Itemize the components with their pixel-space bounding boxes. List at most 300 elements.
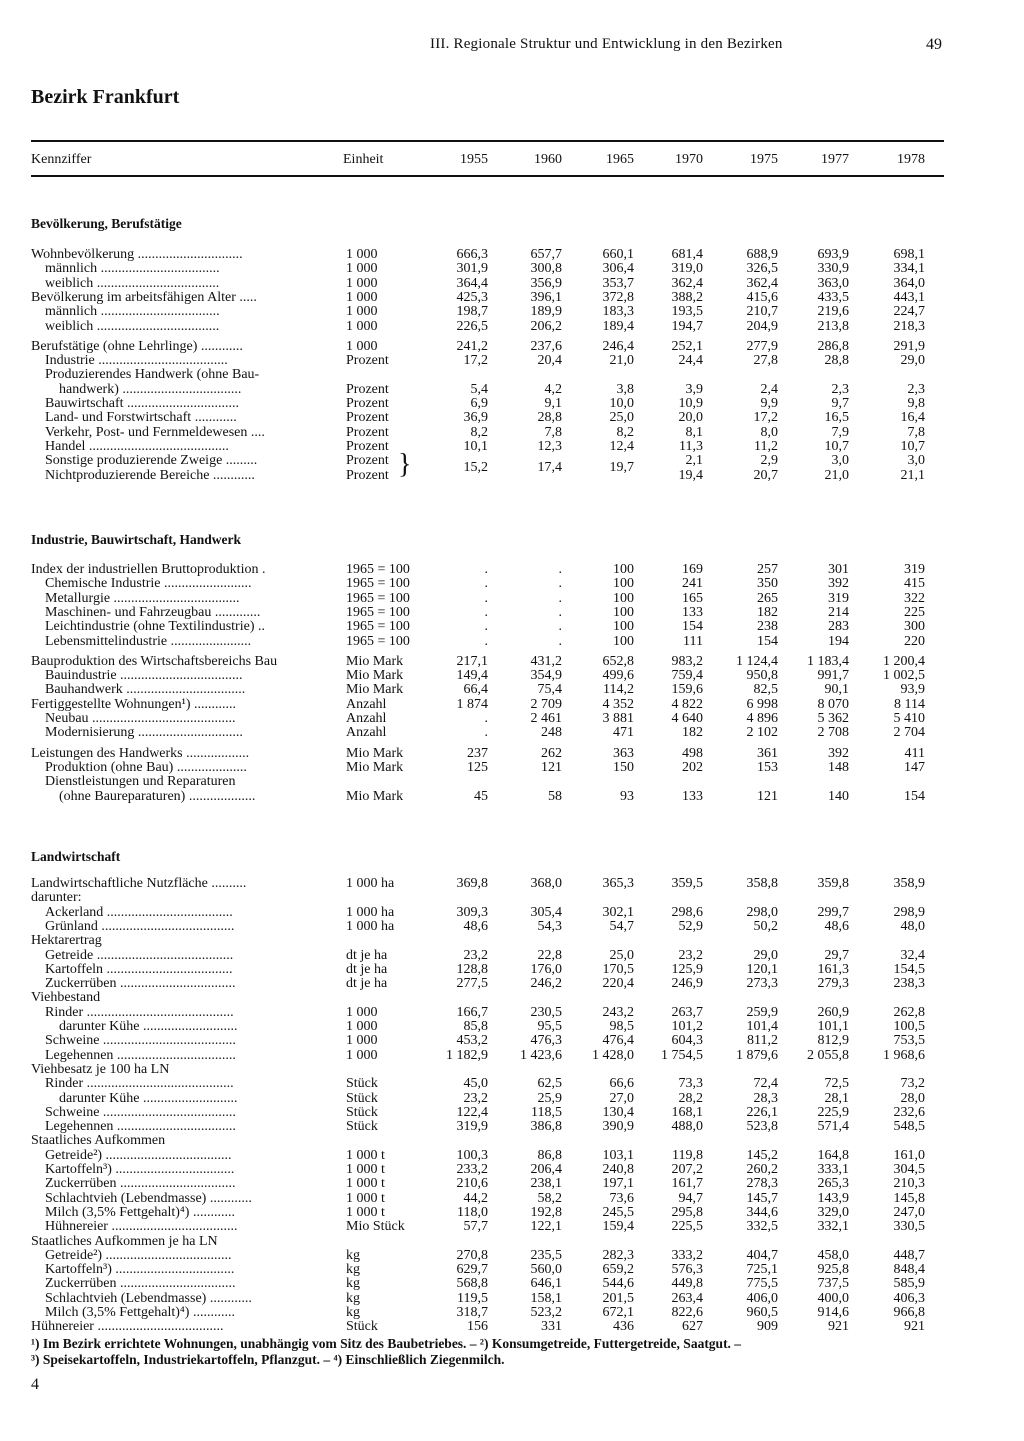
row-value: 301	[828, 562, 849, 577]
row-value: 154	[904, 788, 925, 804]
table-row	[0, 1049, 1024, 1063]
row-value: 119,8	[672, 1147, 703, 1163]
row-value: 725,1	[746, 1262, 778, 1278]
row-unit: 1 000 ha	[346, 918, 395, 934]
row-value: .	[558, 590, 562, 606]
row-unit: 1 000	[346, 318, 378, 334]
row-value: 57,7	[463, 1219, 488, 1235]
row-value: 98,5	[609, 1019, 634, 1034]
row-value: 198,7	[456, 304, 488, 320]
row-unit: 1 000 ha	[346, 904, 395, 920]
row-label: Neubau .........................................	[45, 712, 236, 726]
row-label: Ackerland ....................................	[45, 905, 233, 920]
row-value: 75,4	[537, 682, 562, 698]
row-unit: kg	[346, 1276, 360, 1292]
row-unit: 1965 = 100	[346, 576, 410, 592]
table-row	[0, 277, 1024, 291]
row-value: 523,8	[746, 1119, 778, 1135]
row-value: 278,3	[746, 1176, 778, 1192]
row-value: 2,3	[831, 381, 849, 397]
row-value: 121	[541, 759, 562, 775]
row-value: 170,5	[602, 961, 634, 977]
row-value: 298,9	[893, 904, 925, 920]
row-value: 73,2	[900, 1076, 925, 1092]
row-value: 210,3	[893, 1176, 925, 1192]
row-value: 759,4	[671, 668, 703, 684]
row-value: 3,8	[616, 381, 634, 397]
row-value: 237,6	[530, 338, 562, 354]
row-label: Zuckerrüben .................................	[45, 1177, 236, 1192]
row-value: 156	[467, 1319, 488, 1335]
row-unit: 1 000 t	[346, 1162, 385, 1177]
row-label: Kartoffeln³) ..................................	[45, 1263, 235, 1278]
row-value: 568,8	[456, 1276, 488, 1292]
row-value: 20,7	[753, 467, 778, 483]
row-unit: Stück	[346, 1076, 378, 1092]
row-unit: 1 000	[346, 338, 378, 354]
row-label: Bauindustrie ...................................	[45, 669, 243, 684]
row-label: Land- und Forstwirtschaft ............	[45, 411, 237, 426]
row-label: Staatliches Aufkommen je ha LN	[31, 1234, 218, 1249]
row-label: Getreide²) ....................................	[45, 1148, 232, 1163]
row-value: 154	[682, 619, 703, 635]
row-value: .	[558, 562, 562, 577]
table-row	[0, 1034, 1024, 1048]
row-value: 9,7	[831, 396, 849, 411]
row-value: 333,2	[671, 1247, 703, 1263]
row-value: 86,8	[537, 1147, 562, 1163]
row-value: 28,2	[678, 1090, 703, 1106]
table-row	[0, 963, 1024, 977]
row-value: 262,8	[893, 1004, 925, 1020]
row-value: 914,6	[817, 1305, 849, 1320]
row-value: 233,2	[456, 1162, 488, 1177]
row-unit: 1 000	[346, 247, 378, 262]
row-value: 230,5	[530, 1004, 562, 1020]
row-value: 627	[682, 1319, 703, 1335]
row-value: 698,1	[893, 247, 925, 262]
row-value: 183,3	[602, 304, 634, 320]
row-value: 585,9	[893, 1276, 925, 1292]
row-value: 2 055,8	[807, 1047, 849, 1063]
row-value: 560,0	[530, 1262, 562, 1278]
row-value: 966,8	[893, 1305, 925, 1320]
row-value: 354,9	[530, 668, 562, 684]
row-value: 23,2	[678, 947, 703, 963]
row-value: 82,5	[753, 682, 778, 698]
row-unit: Stück	[346, 1319, 378, 1335]
row-unit: dt je ha	[346, 947, 388, 963]
row-label: Rinder ..........................................	[45, 1005, 234, 1020]
table-row	[0, 320, 1024, 334]
row-value: 259,9	[746, 1004, 778, 1020]
row-value: 247,0	[893, 1204, 925, 1220]
row-value: 361	[757, 745, 778, 761]
row-value: 238,1	[530, 1176, 562, 1192]
row-value: 652,8	[602, 653, 634, 669]
footnote-line-2: ³) Speisekartoffeln, Industriekartoffeln, Pflanzgut. – ⁴) Einschließlich Ziegenmilch.	[31, 1352, 505, 1367]
row-unit: 1 000	[346, 289, 378, 305]
row-value: 125	[467, 759, 488, 775]
row-value: 100	[613, 590, 634, 606]
row-value: 322	[904, 590, 925, 606]
table-row	[0, 577, 1024, 591]
page-number: 49	[926, 36, 942, 53]
row-value: 950,8	[746, 668, 778, 684]
row-value: 300	[904, 619, 925, 635]
row-value: 100	[613, 619, 634, 635]
row-unit: 1 000	[346, 275, 378, 291]
row-value: 48,0	[900, 918, 925, 934]
row-value: 283	[828, 619, 849, 635]
col-head-year: 1978	[897, 152, 925, 167]
row-value: 9,9	[760, 396, 778, 411]
row-value: 214	[828, 604, 849, 620]
row-value: 10,7	[824, 438, 849, 454]
row-value: 358,9	[893, 876, 925, 891]
row-value: 246,4	[602, 338, 634, 354]
row-value: 3,0	[907, 453, 925, 469]
row-value: 2 708	[817, 725, 849, 741]
row-value: 1 754,5	[661, 1047, 703, 1063]
row-value: 182	[682, 725, 703, 741]
row-label: Viehbesatz je 100 ha LN	[31, 1062, 170, 1077]
row-value: 16,5	[824, 410, 849, 426]
footnotes	[31, 1336, 956, 1368]
row-value: 356,9	[530, 275, 562, 291]
row-value: 660,1	[602, 247, 634, 262]
row-value: 72,4	[753, 1076, 778, 1092]
row-value: 629,7	[456, 1262, 488, 1278]
row-value: 20,0	[678, 410, 703, 426]
row-value: 12,3	[537, 438, 562, 454]
row-value: 372,8	[602, 289, 634, 305]
row-value: 54,3	[537, 918, 562, 934]
row-unit: Anzahl	[346, 725, 387, 741]
row-value: 400,0	[817, 1290, 849, 1306]
row-value: 225,9	[817, 1104, 849, 1120]
row-label: Grünland ......................................	[45, 919, 235, 934]
row-value: 145,7	[746, 1190, 778, 1206]
row-value: 326,5	[746, 261, 778, 277]
row-value: 1 182,9	[446, 1047, 488, 1063]
row-label: Landwirtschaftliche Nutzfläche ..........	[31, 877, 247, 891]
row-value: 94,7	[678, 1190, 703, 1206]
row-value: 659,2	[602, 1262, 634, 1278]
row-unit: 1 000 t	[346, 1190, 385, 1206]
row-label: Kartoffeln³) ..................................	[45, 1163, 235, 1177]
row-value: 206,2	[530, 318, 562, 334]
row-label: Wohnbevölkerung ..............................	[31, 248, 243, 262]
row-value: 93,9	[900, 682, 925, 698]
row-unit: 1 000 ha	[346, 876, 395, 891]
row-value: 29,0	[900, 353, 925, 369]
row-unit: Anzahl	[346, 711, 387, 726]
row-value: 753,5	[893, 1033, 925, 1049]
table-row	[0, 747, 1024, 761]
col-head-year: 1970	[675, 152, 703, 167]
row-value: 498	[682, 745, 703, 761]
row-value: 362,4	[746, 275, 778, 291]
row-value: 2 704	[893, 725, 925, 741]
row-label: Sonstige produzierende Zweige .........	[45, 454, 258, 469]
row-value: 488,0	[671, 1119, 703, 1135]
table-row	[0, 934, 1024, 948]
table-row	[0, 397, 1024, 411]
row-value: 100	[613, 576, 634, 592]
table-row	[0, 1134, 1024, 1148]
row-value: .	[484, 562, 488, 577]
row-value: 363,0	[817, 275, 849, 291]
row-value: 2,1	[685, 453, 703, 469]
row-value: 154	[757, 633, 778, 649]
row-value: 301,9	[456, 261, 488, 277]
row-value: 62,5	[537, 1076, 562, 1092]
row-value: 149,4	[456, 668, 488, 684]
row-label: weiblich ...................................	[45, 319, 220, 334]
table-row	[0, 411, 1024, 425]
table-row	[0, 712, 1024, 726]
row-value: 425,3	[456, 289, 488, 305]
row-value: 364,0	[893, 275, 925, 291]
row-value: 25,9	[537, 1090, 562, 1106]
row-value: 20,4	[537, 353, 562, 369]
signature-mark: 4	[31, 1376, 39, 1393]
table-row	[0, 469, 1024, 483]
row-value: 140	[828, 788, 849, 804]
row-value: 983,2	[671, 653, 703, 669]
row-unit: kg	[346, 1247, 360, 1263]
row-value: 332,1	[817, 1219, 849, 1235]
row-label: darunter Kühe ...........................	[59, 1091, 238, 1106]
row-label: Rinder ..........................................	[45, 1077, 234, 1092]
row-value: 331	[541, 1319, 562, 1335]
row-value: 28,3	[753, 1090, 778, 1106]
table-row	[0, 305, 1024, 319]
row-value: 286,8	[817, 338, 849, 354]
row-value: 7,9	[831, 424, 849, 440]
row-value: 100,5	[893, 1019, 925, 1034]
row-value: 4 352	[602, 696, 634, 712]
row-label: Viehbestand	[31, 991, 101, 1006]
row-value: 204,9	[746, 318, 778, 334]
table-row	[0, 1177, 1024, 1191]
merged-value: 19,7	[609, 460, 634, 476]
row-unit: Prozent	[346, 438, 389, 454]
row-value: .	[484, 604, 488, 620]
row-value: 22,8	[537, 947, 562, 963]
row-label: Milch (3,5% Fettgehalt)⁴) ............	[45, 1205, 235, 1220]
row-value: 262	[541, 745, 562, 761]
row-label: Bevölkerung im arbeitsfähigen Alter .....	[31, 290, 257, 305]
row-value: 36,9	[463, 410, 488, 426]
row-value: 169	[682, 562, 703, 577]
row-value: 318,7	[456, 1305, 488, 1320]
row-value: 213,8	[817, 318, 849, 334]
row-value: 369,8	[456, 876, 488, 891]
row-value: 25,0	[609, 947, 634, 963]
row-label: Berufstätige (ohne Lehrlinge) ............	[31, 339, 243, 354]
row-unit: 1 000 t	[346, 1204, 385, 1220]
row-label: Legehennen ..................................	[45, 1048, 236, 1063]
row-label: Index der industriellen Bruttoproduktion .	[31, 563, 266, 577]
row-value: .	[484, 711, 488, 726]
row-value: 921	[904, 1319, 925, 1335]
row-unit: Mio Mark	[346, 745, 404, 761]
row-label: Bauwirtschaft ................................	[45, 397, 240, 411]
row-value: 363	[613, 745, 634, 761]
table-row	[0, 1106, 1024, 1120]
row-value: 153	[757, 759, 778, 775]
row-unit: 1965 = 100	[346, 590, 410, 606]
row-value: 8,1	[685, 424, 703, 440]
merged-value: 17,4	[537, 460, 562, 476]
row-value: 265,3	[817, 1176, 849, 1192]
top-rule	[31, 140, 944, 142]
row-value: 93	[620, 788, 634, 804]
row-value: 27,8	[753, 353, 778, 369]
page-title: Bezirk Frankfurt	[31, 86, 180, 108]
row-value: 48,6	[824, 918, 849, 934]
row-value: 23,2	[463, 947, 488, 963]
row-value: 305,4	[530, 904, 562, 920]
row-value: 436	[613, 1319, 634, 1335]
row-label: Verkehr, Post- und Fernmeldewesen ....	[45, 425, 265, 440]
row-value: 48,6	[463, 918, 488, 934]
row-value: 411	[904, 745, 925, 761]
row-value: 10,1	[463, 438, 488, 454]
row-unit: kg	[346, 1262, 360, 1278]
row-value: 390,9	[602, 1119, 634, 1135]
row-unit: dt je ha	[346, 976, 388, 992]
table-row	[0, 1077, 1024, 1091]
row-label: Dienstleistungen und Reparaturen	[45, 775, 236, 790]
row-unit: 1 000 t	[346, 1176, 385, 1192]
row-value: 1 200,4	[883, 653, 925, 669]
row-value: 128,8	[456, 961, 488, 977]
row-unit: 1965 = 100	[346, 604, 410, 620]
row-label: Industrie .....................................	[45, 354, 228, 369]
row-value: 5,4	[470, 381, 488, 397]
row-unit: Prozent	[346, 396, 389, 411]
row-value: 66,4	[463, 682, 488, 698]
row-value: 103,1	[602, 1147, 634, 1163]
row-value: 24,4	[678, 353, 703, 369]
row-value: 73,6	[609, 1190, 634, 1206]
row-label: handwerk) ..................................	[59, 382, 242, 397]
row-value: .	[484, 725, 488, 741]
row-value: 10,0	[609, 396, 634, 411]
row-value: 921	[828, 1319, 849, 1335]
footnote-line-1: ¹) Im Bezirk errichtete Wohnungen, unabhängig vom Sitz des Baubetriebes. – ²) Konsumgetreide, Futtergetreide, Saatgut. –	[31, 1336, 742, 1351]
brace-glyph: }	[398, 449, 412, 481]
row-value: 392	[828, 576, 849, 592]
row-label: darunter:	[31, 891, 82, 906]
row-unit: Mio Mark	[346, 682, 404, 698]
row-value: 248	[541, 725, 562, 741]
row-value: 238	[757, 619, 778, 635]
row-value: 499,6	[602, 668, 634, 684]
table-row	[0, 1120, 1024, 1134]
row-value: 688,9	[746, 247, 778, 262]
table-row	[0, 906, 1024, 920]
row-value: 158,1	[530, 1290, 562, 1306]
row-value: 2,9	[760, 453, 778, 469]
row-value: 319	[828, 590, 849, 606]
row-value: 225,5	[671, 1219, 703, 1235]
row-value: 210,6	[456, 1176, 488, 1192]
row-value: 148	[828, 759, 849, 775]
table-row	[0, 563, 1024, 577]
col-head-year: 1955	[460, 152, 488, 167]
row-value: 359,8	[817, 876, 849, 891]
row-value: .	[558, 619, 562, 635]
row-label: Bauproduktion des Wirtschaftsbereichs Bau	[31, 654, 278, 669]
row-value: 176,0	[530, 961, 562, 977]
row-value: 19,4	[678, 467, 703, 483]
row-value: 4 896	[746, 711, 778, 726]
row-value: 8 070	[817, 696, 849, 712]
row-value: 21,0	[609, 353, 634, 369]
row-unit: Prozent	[346, 353, 389, 369]
row-value: .	[484, 633, 488, 649]
row-value: 220	[904, 633, 925, 649]
row-value: 85,8	[463, 1019, 488, 1034]
row-value: 260,9	[817, 1004, 849, 1020]
row-value: 164,8	[817, 1147, 849, 1163]
row-value: 1 002,5	[883, 668, 925, 684]
row-value: 3 881	[602, 711, 634, 726]
row-value: 161,0	[893, 1147, 925, 1163]
row-value: 100,3	[456, 1147, 488, 1163]
row-label: Legehennen ..................................	[45, 1120, 236, 1135]
row-value: 693,9	[817, 247, 849, 262]
row-value: 333,1	[817, 1162, 849, 1177]
row-value: 2 102	[746, 725, 778, 741]
row-value: 330,9	[817, 261, 849, 277]
row-value: 319	[904, 562, 925, 577]
table-row	[0, 1149, 1024, 1163]
row-value: 194	[828, 633, 849, 649]
row-value: 263,4	[671, 1290, 703, 1306]
row-value: 925,8	[817, 1262, 849, 1278]
row-value: 364,4	[456, 275, 488, 291]
row-label: männlich ..................................	[45, 305, 220, 320]
row-label: Leichtindustrie (ohne Textilindustrie) ..	[45, 620, 265, 635]
row-value: 368,0	[530, 876, 562, 891]
row-value: 133	[682, 604, 703, 620]
table-row	[0, 1006, 1024, 1020]
row-value: 159,4	[602, 1219, 634, 1235]
row-unit: Mio Mark	[346, 788, 404, 804]
table-row	[0, 1063, 1024, 1077]
row-value: 812,9	[817, 1033, 849, 1049]
row-value: 11,3	[679, 438, 703, 454]
row-value: 154,5	[893, 961, 925, 977]
row-value: 125,9	[671, 961, 703, 977]
row-value: 260,2	[746, 1162, 778, 1177]
row-value: 304,5	[893, 1162, 925, 1177]
row-label: Getreide²) ....................................	[45, 1248, 232, 1263]
row-value: 101,2	[671, 1019, 703, 1034]
row-label: Maschinen- und Fahrzeugbau .............	[45, 605, 261, 620]
row-value: 319,0	[671, 261, 703, 277]
row-value: 386,8	[530, 1119, 562, 1135]
row-value: 471	[613, 725, 634, 741]
row-value: 396,1	[530, 289, 562, 305]
row-label: Hektarertrag	[31, 934, 102, 949]
row-value: 224,7	[893, 304, 925, 320]
